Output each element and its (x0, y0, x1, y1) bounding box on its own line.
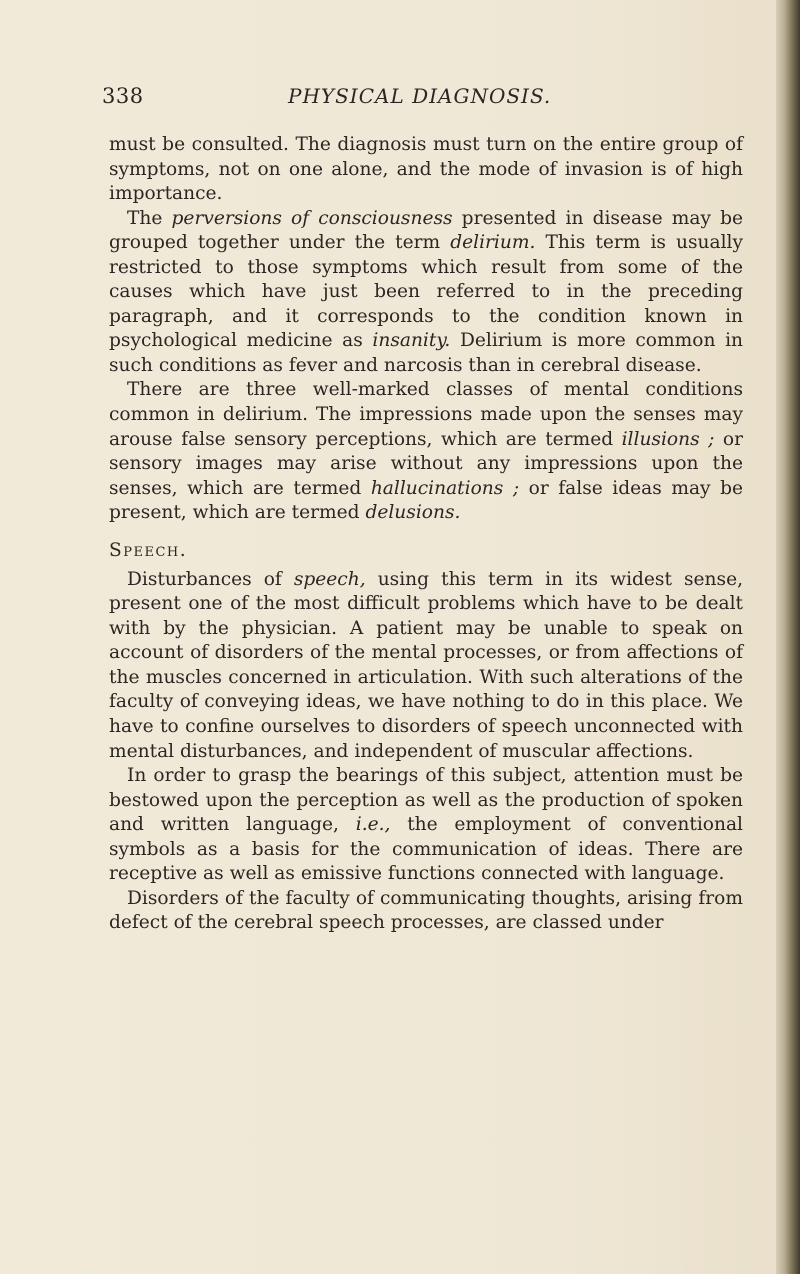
page-header (0, 84, 800, 114)
italic-term: i.e., (355, 814, 391, 836)
italic-term: illusions ; (621, 428, 715, 450)
text-run: using this term in its widest sense, present one of the most difficult problems which have to be dealt with by the physician. A patient may be unable to speak on account of disorders of the mental processes, or from affections of the muscles concerned in articulation. With such alterations of the faculty of conveying ideas, we have nothing to do in this place. We have to confine ourselves to disorders of speech unconnected with mental disturbances, and independent of muscular affections. (109, 568, 743, 762)
italic-term: insanity. (372, 330, 451, 352)
page-number: 338 (102, 84, 144, 108)
text-run: or false ideas may be present, which are termed (109, 477, 743, 524)
text-run: In order to grasp the bearings of this subject, attention must be bestowed upon the perception as well as the production of spoken and written language, (109, 765, 743, 836)
text-run: This term is usually restricted to those symptoms which result from some of the causes which have just been referred to in the preceding paragraph, and it corresponds to the condition known in psychological medicine as (109, 232, 743, 352)
text-run: There are three well-marked classes of mental conditions common in delirium. The impressions made upon the senses may arouse false sensory perceptions, which are termed (109, 379, 743, 450)
text-run: the employment of conventional symbols as a basis for the communication of ideas. There are receptive as well as emissive functions connected with language. (109, 814, 744, 885)
italic-term: speech, (293, 568, 366, 590)
running-title: PHYSICAL DIAGNOSIS. (288, 84, 552, 108)
text-run: presented in disease may be grouped together under the term (109, 207, 744, 254)
italic-term: delusions. (365, 502, 461, 524)
italic-term: hallucinations ; (370, 477, 520, 499)
text-run: Disturbances of (127, 568, 294, 590)
paragraph-disorders: Disorders of the faculty of communicating thoughts, arising from defect of the cerebral speech processes, are classed under (109, 887, 743, 934)
text-run: The (127, 207, 172, 229)
paragraph-consciousness (109, 207, 743, 379)
body-text (109, 133, 743, 936)
paragraph-speech (109, 568, 743, 764)
italic-term: delirium. (450, 232, 536, 254)
page-edge-shadow (776, 0, 800, 1274)
paragraph-continued: must be consulted. The diagnosis must turn on the entire group of symptoms, not on one alone, and the mode of invasion is of high importance. (109, 134, 743, 205)
text-run: Delirium is more common in such conditions as fever and narcosis than in cerebral disease. (109, 330, 744, 376)
paragraph-bearings (109, 764, 743, 887)
section-heading: Speech. (109, 539, 188, 561)
paragraph-mental-conditions (109, 378, 743, 525)
text-run: or sensory images may arise without any impressions upon the senses, which are termed (109, 428, 743, 499)
italic-term: perversions of consciousness (171, 207, 453, 229)
